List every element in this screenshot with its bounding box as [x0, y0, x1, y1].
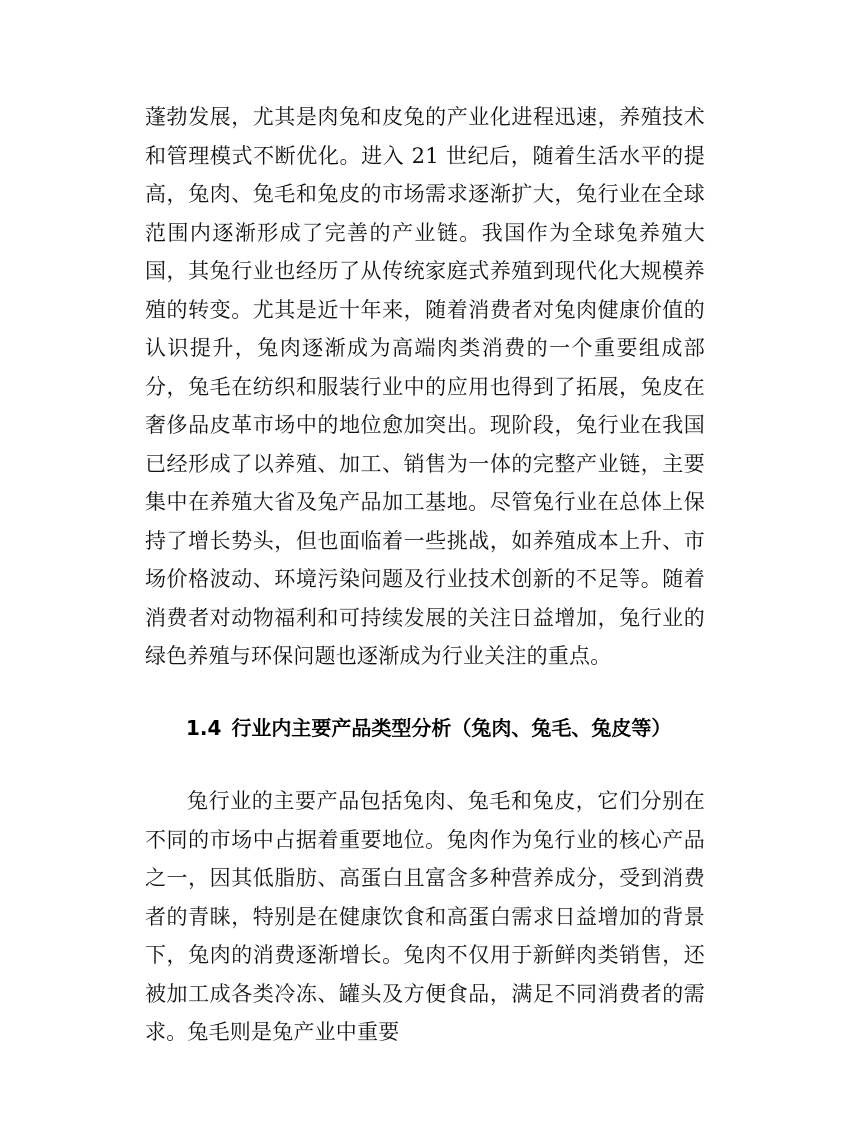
section-number: 1.4: [186, 716, 222, 740]
section-title: 行业内主要产品类型分析（兔肉、兔毛、兔皮等）: [231, 716, 672, 740]
section-heading: [186, 713, 671, 743]
body-paragraph-1: 蓬勃发展，尤其是肉兔和皮兔的产业化进程迅速，养殖技术和管理模式不断优化。进入 21 世纪后，随着生活水平的提高，兔肉、兔毛和兔皮的市场需求逐渐扩大，兔行业在全球范围内逐渐形成了完善的产业链。我国作为全球兔养殖大国，其兔行业也经历了从传统家庭式养殖到现代化大规模养殖的转变。尤其是近十年来，随着消费者对兔肉健康价值的认识提升，兔肉逐渐成为高端肉类消费的一个重要组成部分，兔毛在纺织和服装行业中的应用也得到了拓展，兔皮在奢侈品皮革市场中的地位愈加突出。现阶段，兔行业在我国已经形成了以养殖、加工、销售为一体的完整产业链，主要集中在养殖大省及兔产品加工基地。尽管兔行业在总体上保持了增长势头，但也面临着一些挑战，如养殖成本上升、市场价格波动、环境污染问题及行业技术创新的不足等。随着消费者对动物福利和可持续发展的关注日益增加，兔行业的绿色养殖与环保问题也逐渐成为行业关注的重点。: [145, 105, 705, 668]
body-paragraph-2: 兔行业的主要产品包括兔肉、兔毛和兔皮，它们分别在不同的市场中占据着重要地位。兔肉作为兔行业的核心产品之一，因其低脂肪、高蛋白且富含多种营养成分，受到消费者的青睐，特别是在健康饮食和高蛋白需求日益增加的背景下，兔肉的消费逐渐增长。兔肉不仅用于新鲜肉类销售，还被加工成各类冷冻、罐头及方便食品，满足不同消费者的需求。兔毛则是兔产业中重要: [145, 789, 705, 1044]
